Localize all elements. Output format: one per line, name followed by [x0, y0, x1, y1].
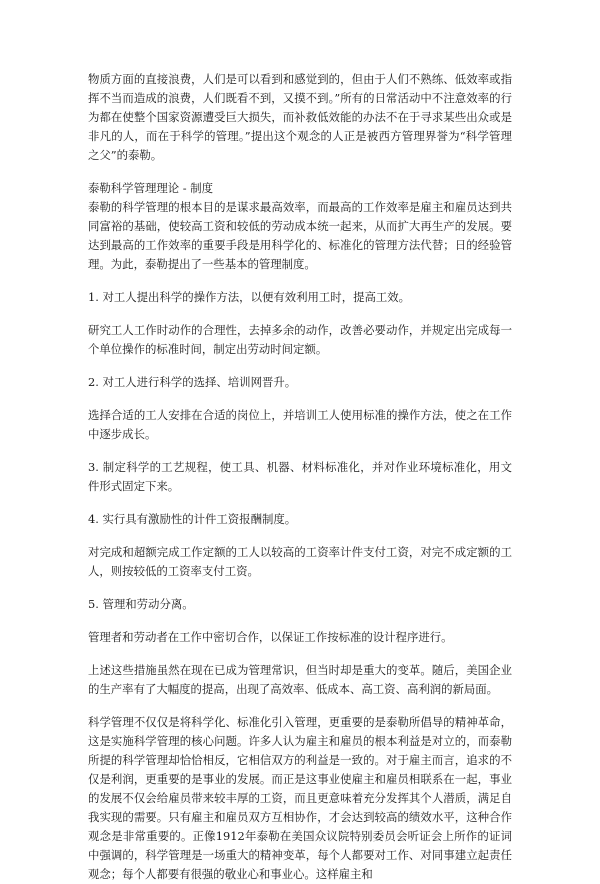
purpose-paragraph: 泰勒的科学管理的根本目的是谋求最高效率，而最高的工作效率是雇主和雇员达到共同富裕的基础，使较高工资和较低的劳动成本统一起来，从而扩大再生产的发展。要达到最高的工作效率的重要手段是用科学化的、标准化的管理方法代替；日的经验管理。为此，泰勒提出了一些基本的管理制度。 — [88, 200, 512, 271]
item-1-description: 研究工人工作时动作的合理性，去掉多余的动作，改善必要动作，并规定出完成每一个单位操作的标准时间，制定出劳动时间定额。 — [88, 323, 512, 356]
item-5-title: 5. 管理和劳动分离。 — [88, 597, 194, 611]
item-5-description: 管理者和劳动者在工作中密切合作，以保证工作按标准的设计程序进行。 — [88, 630, 453, 644]
item-2-title: 2. 对工人进行科学的选择、培训网晋升。 — [88, 375, 297, 389]
item-4-title: 4. 实行具有激励性的计件工资报酬制度。 — [88, 512, 297, 526]
mental-revolution-paragraph: 科学管理不仅仅是将科学化、标准化引入管理，更重要的是泰勒所倡导的精神革命，这是实施科学管理的核心问题。许多人认为雇主和雇员的根本利益是对立的，而泰勒所提的科学管理却恰恰相反，它相信双方的利益是一致的。对于雇主而言，追求的不仅是利润，更重要的是事业的发展。而正是这事业使雇主和雇员相联系在一起，事业的发展不仅会给雇员带来较丰厚的工资，而且更意味着充分发挥其个人潜质，满足自我实现的需要。只有雇主和雇员双方互相协作，才会达到较高的绩效水平，这种合作观念是非常重要的。正像1912年泰勒在美国众议院特别委员会听证会上所作的证词中强调的，科学管理是一场重大的精神变革，每个人都要对工作、对同事建立起责任观念；每个人都要有很强的敬业心和事业心。这样雇主和 — [88, 715, 512, 881]
section-heading: 泰勒科学管理理论 - 制度 — [88, 181, 213, 195]
item-3-title: 3. 制定科学的工艺规程，使工具、机器、材料标准化，并对作业环境标准化，用文件形式固定下来。 — [88, 460, 512, 493]
item-2-description: 选择合适的工人安排在合适的岗位上，并培训工人使用标准的操作方法，使之在工作中逐步成长。 — [88, 408, 512, 441]
item-4-description: 对完成和超额完成工作定额的工人以较高的工资率计件支付工资，对完不成定额的工人，则按较低的工资率支付工资。 — [88, 545, 512, 578]
item-1-title: 1. 对工人提出科学的操作方法，以便有效利用工时，提高工效。 — [88, 290, 411, 304]
intro-paragraph: 物质方面的直接浪费，人们是可以看到和感觉到的，但由于人们不熟练、低效率或指挥不当而造成的浪费，人们既看不到，又摸不到。”所有的日常活动中不注意效率的行为都在使整个国家资源遭受巨大损失，而补救低效能的办法不在于寻求某些出众或是非凡的人，而在于科学的管理。”提出这个观念的人正是被西方管理界誉为“科学管理之父”的泰勒。 — [88, 72, 512, 162]
results-paragraph: 上述这些措施虽然在现在已成为管理常识，但当时却是重大的变革。随后，美国企业的生产率有了大幅度的提高，出现了高效率、低成本、高工资、高利润的新局面。 — [88, 663, 512, 696]
